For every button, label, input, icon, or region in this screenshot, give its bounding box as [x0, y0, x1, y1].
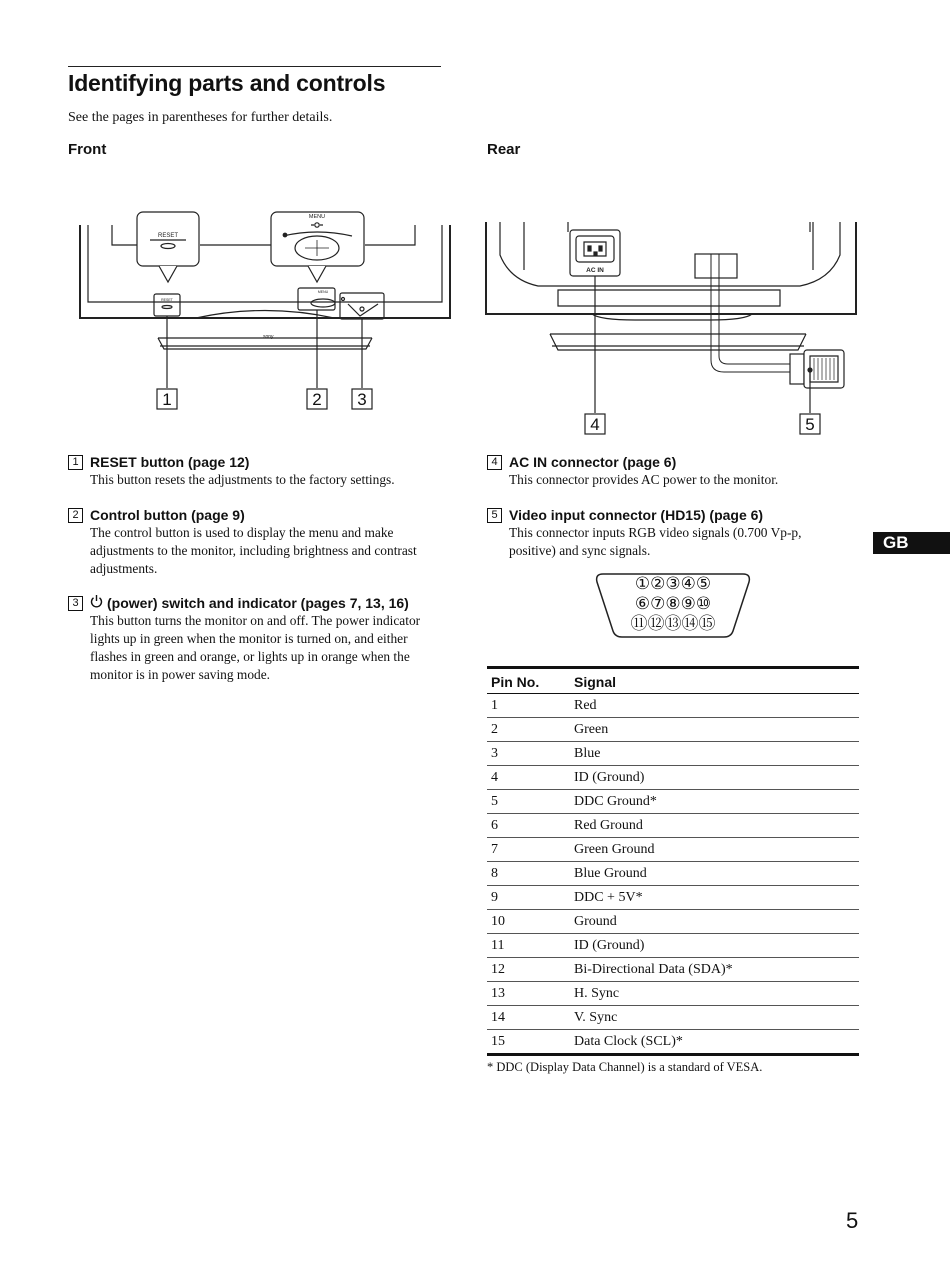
pin-row-3: ⑪⑫⑬⑭⑮ — [630, 614, 716, 633]
item-number: 1 — [68, 455, 83, 470]
front-item-3 — [68, 594, 448, 684]
pin-number-cell: 5 — [487, 790, 570, 814]
item-body: This button turns the monitor on and off. The power indicator lights up in green when the monitor is turned on, and either flashes in green and orange, or lights up in orange when the monitor is in power saving mode. — [90, 613, 421, 682]
table-row — [487, 1006, 859, 1030]
pin-number-cell: 13 — [487, 982, 570, 1006]
signal-cell: Ground — [570, 910, 859, 934]
page-title: Identifying parts and controls — [68, 70, 386, 96]
item-title: AC IN connector (page 6) — [509, 454, 677, 470]
signal-cell: DDC + 5V* — [570, 886, 859, 910]
footnote: * DDC (Display Data Channel) is a standard of VESA. — [487, 1060, 763, 1074]
item-body: This connector provides AC power to the monitor. — [509, 472, 779, 487]
table-row — [487, 862, 859, 886]
pin-number-cell: 2 — [487, 718, 570, 742]
item-title: RESET button (page 12) — [90, 454, 250, 470]
svg-text:MENU: MENU — [317, 290, 329, 294]
pin-row-1: ①②③④⑤ — [634, 574, 712, 593]
signal-cell: V. Sync — [570, 1006, 859, 1030]
pin-number-cell: 4 — [487, 766, 570, 790]
pin-number-cell: 15 — [487, 1030, 570, 1055]
pin-number-cell: 1 — [487, 694, 570, 718]
callout-4: 4 — [590, 415, 600, 434]
table-row — [487, 814, 859, 838]
signal-cell: Green — [570, 718, 859, 742]
signal-cell: H. Sync — [570, 982, 859, 1006]
reset-label: RESET — [157, 233, 179, 239]
rear-item-5 — [487, 506, 847, 560]
pin-row-2: ⑥⑦⑧⑨⑩ — [634, 594, 712, 613]
item-body: The control button is used to display the menu and make adjustments to the monitor, including brightness and contrast adjustments. — [90, 525, 417, 576]
signal-cell: Blue Ground — [570, 862, 859, 886]
table-row — [487, 766, 859, 790]
signal-cell: Red Ground — [570, 814, 859, 838]
item-number: 5 — [487, 508, 502, 523]
pin-number-cell: 10 — [487, 910, 570, 934]
front-item-2 — [68, 506, 448, 578]
signal-cell: Blue — [570, 742, 859, 766]
callout-1: 1 — [162, 390, 172, 409]
intro-text: See the pages in parentheses for further details. — [68, 110, 333, 125]
rear-item-4 — [487, 453, 847, 489]
table-row — [487, 790, 859, 814]
menu-label: MENU — [308, 214, 326, 220]
table-row — [487, 742, 859, 766]
table-row — [487, 1030, 859, 1055]
signal-cell: DDC Ground* — [570, 790, 859, 814]
front-heading: Front — [68, 141, 107, 158]
signal-cell: ID (Ground) — [570, 934, 859, 958]
pin-number-cell: 14 — [487, 1006, 570, 1030]
header-signal: Signal — [574, 674, 617, 690]
language-tab: GB — [873, 532, 950, 554]
table-row — [487, 718, 859, 742]
signal-cell: Red — [570, 694, 859, 718]
item-body: This button resets the adjustments to the factory settings. — [90, 472, 395, 487]
pin-number-cell: 11 — [487, 934, 570, 958]
table-row — [487, 886, 859, 910]
callout-3: 3 — [357, 390, 367, 409]
table-row — [487, 958, 859, 982]
item-title: Control button (page 9) — [90, 507, 245, 523]
pin-table — [487, 666, 859, 1056]
pin-number-cell: 12 — [487, 958, 570, 982]
table-row — [487, 910, 859, 934]
pin-table-body — [487, 694, 859, 1055]
pin-number-cell: 8 — [487, 862, 570, 886]
title-rule — [68, 66, 441, 67]
callout-2: 2 — [312, 390, 322, 409]
table-row — [487, 694, 859, 718]
table-row — [487, 838, 859, 862]
table-header-row — [487, 668, 859, 694]
item-number: 2 — [68, 508, 83, 523]
header-pin-no: Pin No. — [491, 674, 540, 690]
signal-cell: Bi-Directional Data (SDA)* — [570, 958, 859, 982]
pin-number-cell: 3 — [487, 742, 570, 766]
ac-in-label: AC IN — [586, 267, 604, 274]
front-item-1 — [68, 453, 448, 489]
item-title: Video input connector (HD15) (page 6) — [509, 507, 764, 523]
item-body: This connector inputs RGB video signals (0.700 Vp-p, positive) and sync signals. — [509, 525, 802, 558]
table-row — [487, 982, 859, 1006]
signal-cell: Data Clock (SCL)* — [570, 1030, 859, 1055]
page-number: 5 — [846, 1208, 859, 1233]
rear-heading: Rear — [487, 141, 521, 158]
item-number: 4 — [487, 455, 502, 470]
pin-number-cell: 9 — [487, 886, 570, 910]
signal-cell: ID (Ground) — [570, 766, 859, 790]
table-row — [487, 934, 859, 958]
pin-number-cell: 7 — [487, 838, 570, 862]
front-monitor-figure — [60, 200, 460, 420]
item-title: (power) switch and indicator (pages 7, 13, 16) — [107, 595, 409, 611]
pin-number-cell: 6 — [487, 814, 570, 838]
rear-monitor-figure — [480, 210, 870, 440]
hd15-pin-diagram — [593, 571, 753, 641]
callout-5: 5 — [805, 415, 815, 434]
item-number: 3 — [68, 596, 83, 611]
svg-text:RESET: RESET — [161, 298, 173, 302]
signal-cell: Green Ground — [570, 838, 859, 862]
svg-text:sony: sony — [263, 334, 274, 340]
power-icon — [90, 594, 103, 612]
